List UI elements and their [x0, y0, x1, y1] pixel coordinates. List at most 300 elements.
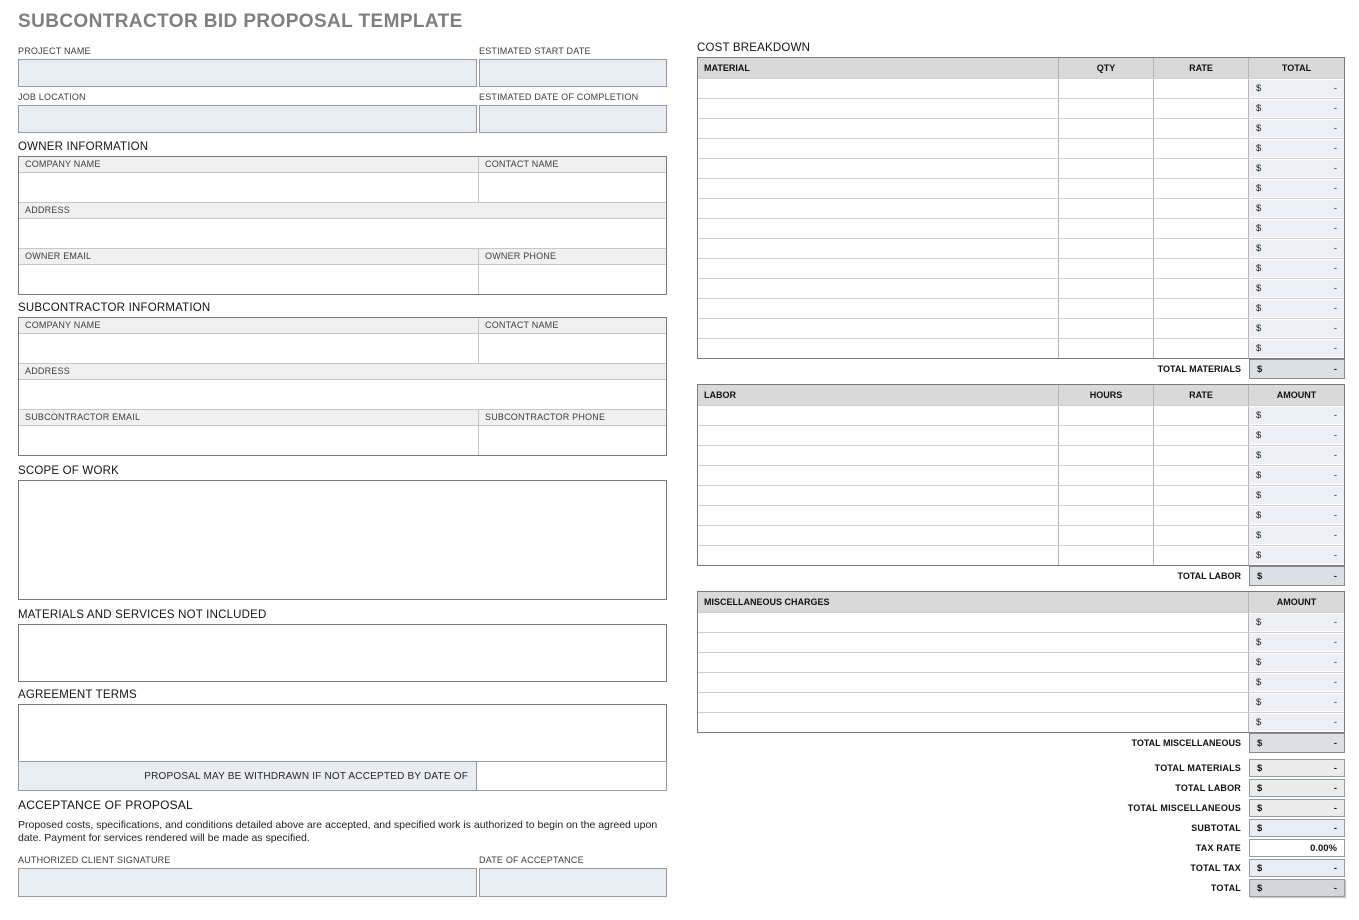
labor-table — [697, 384, 1345, 566]
materials-row-4-qty-input[interactable] — [1058, 139, 1153, 158]
location-row — [18, 92, 667, 133]
estimated-start-date-label: ESTIMATED START DATE — [479, 46, 591, 56]
currency-symbol: $ — [1256, 243, 1262, 254]
labor-row-4 — [698, 465, 1344, 485]
materials-row-12-description-input[interactable] — [698, 299, 1058, 318]
labor-row-2-rate-input[interactable] — [1153, 426, 1248, 445]
summary-label-total-labor: TOTAL LABOR — [1175, 783, 1241, 793]
currency-symbol: $ — [1256, 510, 1262, 521]
currency-symbol: $ — [1257, 363, 1263, 375]
labor-row-5 — [698, 485, 1344, 505]
estimated-completion-label: ESTIMATED DATE OF COMPLETION — [479, 92, 639, 102]
subcontractor-information-table — [18, 317, 667, 456]
currency-symbol: $ — [1256, 530, 1262, 541]
amount-value: - — [1333, 550, 1337, 561]
labor-row-6-rate-input[interactable] — [1153, 506, 1248, 525]
materials-row-10-qty-input[interactable] — [1058, 259, 1153, 278]
project-name-input[interactable] — [18, 59, 477, 87]
materials-column-header-total: TOTAL — [1248, 58, 1344, 78]
amount-value: - — [1333, 430, 1337, 441]
currency-symbol: $ — [1256, 143, 1262, 154]
materials-column-header-qty: QTY — [1058, 58, 1153, 78]
materials-row-9-amount-cell — [1248, 239, 1344, 258]
labor-row-7-hours-input[interactable] — [1058, 526, 1153, 545]
materials-row-6-description-input[interactable] — [698, 179, 1058, 198]
labor-row-1-description-input[interactable] — [698, 406, 1058, 425]
signature-labels-row — [18, 855, 667, 866]
withdrawal-label: PROPOSAL MAY BE WITHDRAWN IF NOT ACCEPTED BY DATE OF — [18, 761, 477, 791]
materials-row-12-rate-input[interactable] — [1153, 299, 1248, 318]
miscellaneous-row-4-description-input[interactable] — [698, 673, 1248, 692]
materials-row-13-rate-input[interactable] — [1153, 319, 1248, 338]
materials-row-4-amount-cell — [1248, 139, 1344, 158]
materials-row-6-rate-input[interactable] — [1153, 179, 1248, 198]
bid-form-column — [18, 0, 667, 897]
amount-value: - — [1333, 637, 1337, 648]
materials-row-7 — [698, 198, 1344, 218]
currency-symbol: $ — [1256, 103, 1262, 114]
authorized-client-signature-input[interactable] — [18, 868, 477, 897]
miscellaneous-row-4 — [698, 672, 1344, 692]
labor-row-3-hours-input[interactable] — [1058, 446, 1153, 465]
amount-value: - — [1333, 490, 1337, 501]
summary-label-total-miscellaneous: TOTAL MISCELLANEOUS — [1127, 803, 1241, 813]
summary-row-total-labor — [697, 778, 1345, 798]
materials-row-9-qty-input[interactable] — [1058, 239, 1153, 258]
amount-value: - — [1333, 103, 1337, 114]
amount-value: - — [1333, 617, 1337, 628]
currency-symbol: $ — [1256, 697, 1262, 708]
subcontractor-email-input[interactable] — [19, 426, 478, 455]
labor-total-label: TOTAL LABOR — [1177, 571, 1241, 581]
summary-row-subtotal — [697, 818, 1345, 838]
materials-row-10-description-input[interactable] — [698, 259, 1058, 278]
currency-symbol: $ — [1256, 717, 1262, 728]
amount-value: - — [1333, 697, 1337, 708]
currency-symbol: $ — [1256, 203, 1262, 214]
currency-symbol: $ — [1256, 223, 1262, 234]
materials-row-5 — [698, 158, 1344, 178]
owner-information-heading: OWNER INFORMATION — [18, 141, 149, 153]
amount-value: - — [1333, 323, 1337, 334]
materials-row-3-rate-input[interactable] — [1153, 119, 1248, 138]
summary-label-tax-rate: TAX RATE — [1195, 843, 1241, 853]
amount-value: - — [1333, 802, 1337, 814]
labor-row-3-rate-input[interactable] — [1153, 446, 1248, 465]
amount-value: - — [1333, 183, 1337, 194]
subcontractor-address-label: ADDRESS — [25, 366, 70, 376]
miscellaneous-row-3-description-input[interactable] — [698, 653, 1248, 672]
materials-row-12 — [698, 298, 1344, 318]
acceptance-heading: ACCEPTANCE OF PROPOSAL — [18, 798, 193, 812]
labor-row-7-rate-input[interactable] — [1153, 526, 1248, 545]
amount-value: - — [1333, 83, 1337, 94]
miscellaneous-row-5 — [698, 692, 1344, 712]
labor-row-5-description-input[interactable] — [698, 486, 1058, 505]
summary-row-tax-rate — [697, 838, 1345, 858]
materials-row-1-amount-cell — [1248, 79, 1344, 98]
summary-row-total-materials — [697, 758, 1345, 778]
currency-symbol: $ — [1257, 762, 1263, 774]
labor-row-2-amount-cell — [1248, 426, 1344, 445]
currency-symbol: $ — [1256, 83, 1262, 94]
materials-row-8-description-input[interactable] — [698, 219, 1058, 238]
authorized-client-signature-label: AUTHORIZED CLIENT SIGNATURE — [18, 855, 171, 865]
currency-symbol: $ — [1257, 782, 1263, 794]
subcontractor-email-label: SUBCONTRACTOR EMAIL — [25, 412, 141, 422]
labor-row-2 — [698, 425, 1344, 445]
materials-column-header-rate: RATE — [1153, 58, 1248, 78]
materials-row-2-qty-input[interactable] — [1058, 99, 1153, 118]
materials-row-4-description-input[interactable] — [698, 139, 1058, 158]
miscellaneous-row-6 — [698, 712, 1344, 732]
materials-section — [697, 57, 1345, 379]
labor-row-2-description-input[interactable] — [698, 426, 1058, 445]
materials-row-13-qty-input[interactable] — [1058, 319, 1153, 338]
miscellaneous-row-6-description-input[interactable] — [698, 713, 1248, 732]
materials-row-5-rate-input[interactable] — [1153, 159, 1248, 178]
amount-value: - — [1333, 717, 1337, 728]
labor-row-8-amount-cell — [1248, 546, 1344, 565]
labor-column-header-hours: HOURS — [1058, 385, 1153, 405]
labor-row-1-amount-cell — [1248, 406, 1344, 425]
labor-row-2-hours-input[interactable] — [1058, 426, 1153, 445]
job-location-input[interactable] — [18, 105, 477, 133]
materials-table — [697, 57, 1345, 359]
materials-row-8-rate-input[interactable] — [1153, 219, 1248, 238]
miscellaneous-row-1-amount-cell — [1248, 613, 1344, 632]
labor-row-4-amount-cell — [1248, 466, 1344, 485]
summary-label-total-materials: TOTAL MATERIALS — [1154, 763, 1241, 773]
amount-value: - — [1333, 263, 1337, 274]
subcontractor-phone-label: SUBCONTRACTOR PHONE — [478, 410, 666, 425]
materials-row-7-amount-cell — [1248, 199, 1344, 218]
materials-row-13 — [698, 318, 1344, 338]
labor-row-4-hours-input[interactable] — [1058, 466, 1153, 485]
materials-total-row — [697, 359, 1345, 379]
materials-row-1-qty-input[interactable] — [1058, 79, 1153, 98]
subcontractor-contact-name-input[interactable] — [478, 334, 666, 363]
materials-row-11-amount-cell — [1248, 279, 1344, 298]
materials-row-8 — [698, 218, 1344, 238]
currency-symbol: $ — [1256, 123, 1262, 134]
labor-row-3-description-input[interactable] — [698, 446, 1058, 465]
estimated-completion-input[interactable] — [479, 105, 667, 133]
materials-not-included-input[interactable] — [18, 624, 667, 682]
materials-row-11-description-input[interactable] — [698, 279, 1058, 298]
amount-value: - — [1333, 410, 1337, 421]
currency-symbol: $ — [1256, 657, 1262, 668]
currency-symbol: $ — [1257, 882, 1263, 894]
currency-symbol: $ — [1256, 490, 1262, 501]
materials-row-1 — [698, 78, 1344, 98]
labor-row-6-amount-cell — [1248, 506, 1344, 525]
materials-row-14-qty-input[interactable] — [1058, 339, 1153, 358]
summary-row-total-tax — [697, 858, 1345, 878]
materials-column-header-material: MATERIAL — [704, 63, 750, 73]
amount-value: - — [1333, 530, 1337, 541]
amount-value: - — [1333, 143, 1337, 154]
materials-row-9 — [698, 238, 1344, 258]
labor-row-6-hours-input[interactable] — [1058, 506, 1153, 525]
materials-row-11-qty-input[interactable] — [1058, 279, 1153, 298]
miscellaneous-total-amount-cell — [1249, 733, 1345, 753]
materials-row-1-rate-input[interactable] — [1153, 79, 1248, 98]
owner-company-name-input[interactable] — [19, 173, 478, 202]
labor-row-3 — [698, 445, 1344, 465]
labor-total-amount-cell — [1249, 566, 1345, 586]
labor-section — [697, 384, 1345, 586]
currency-symbol: $ — [1257, 822, 1263, 834]
materials-row-14-description-input[interactable] — [698, 339, 1058, 358]
amount-value: - — [1333, 243, 1337, 254]
project-row — [18, 46, 667, 87]
currency-symbol: $ — [1256, 450, 1262, 461]
miscellaneous-row-4-amount-cell — [1248, 673, 1344, 692]
amount-value: - — [1333, 762, 1337, 774]
subcontractor-company-name-input[interactable] — [19, 334, 478, 363]
owner-address-label: ADDRESS — [25, 205, 70, 215]
materials-row-14 — [698, 338, 1344, 358]
miscellaneous-row-5-description-input[interactable] — [698, 693, 1248, 712]
materials-row-7-rate-input[interactable] — [1153, 199, 1248, 218]
materials-row-13-description-input[interactable] — [698, 319, 1058, 338]
materials-row-5-description-input[interactable] — [698, 159, 1058, 178]
agreement-terms-heading: AGREEMENT TERMS — [18, 689, 137, 701]
materials-row-6-amount-cell — [1248, 179, 1344, 198]
materials-row-4 — [698, 138, 1344, 158]
amount-value: - — [1333, 657, 1337, 668]
currency-symbol: $ — [1256, 470, 1262, 481]
miscellaneous-table — [697, 591, 1345, 733]
summary-row-total — [697, 878, 1345, 898]
owner-contact-name-label: CONTACT NAME — [478, 157, 666, 172]
materials-row-3 — [698, 118, 1344, 138]
summary-value-total-labor — [1249, 779, 1345, 797]
materials-row-9-description-input[interactable] — [698, 239, 1058, 258]
currency-symbol: $ — [1256, 183, 1262, 194]
amount-value: - — [1333, 882, 1337, 894]
materials-row-2 — [698, 98, 1344, 118]
materials-row-5-amount-cell — [1248, 159, 1344, 178]
labor-row-6-description-input[interactable] — [698, 506, 1058, 525]
amount-value: - — [1333, 570, 1337, 582]
currency-symbol: $ — [1257, 570, 1263, 582]
miscellaneous-row-2 — [698, 632, 1344, 652]
materials-row-9-rate-input[interactable] — [1153, 239, 1248, 258]
signature-inputs-row — [18, 868, 667, 897]
amount-value: - — [1333, 223, 1337, 234]
labor-total-row — [697, 566, 1345, 586]
subcontractor-company-name-label: COMPANY NAME — [25, 320, 101, 330]
materials-row-7-qty-input[interactable] — [1058, 199, 1153, 218]
summary-value-total-tax — [1249, 859, 1345, 877]
materials-row-10 — [698, 258, 1344, 278]
cost-breakdown-column — [697, 0, 1345, 898]
labor-row-5-amount-cell — [1248, 486, 1344, 505]
summary-value-total-miscellaneous — [1249, 799, 1345, 817]
materials-row-2-rate-input[interactable] — [1153, 99, 1248, 118]
amount-value: - — [1333, 782, 1337, 794]
tax-rate-value: 0.00% — [1310, 842, 1337, 854]
owner-email-input[interactable] — [19, 265, 478, 294]
materials-row-14-amount-cell — [1248, 339, 1344, 358]
materials-row-3-qty-input[interactable] — [1058, 119, 1153, 138]
currency-symbol: $ — [1256, 410, 1262, 421]
amount-value: - — [1333, 450, 1337, 461]
currency-symbol: $ — [1256, 283, 1262, 294]
materials-row-3-amount-cell — [1248, 119, 1344, 138]
summary-section — [697, 758, 1345, 898]
scope-of-work-input[interactable] — [18, 480, 667, 600]
materials-row-4-rate-input[interactable] — [1153, 139, 1248, 158]
labor-row-4-description-input[interactable] — [698, 466, 1058, 485]
miscellaneous-column-header-miscellaneous-charges: MISCELLANEOUS CHARGES — [704, 597, 830, 607]
owner-phone-input[interactable] — [478, 265, 666, 294]
labor-row-4-rate-input[interactable] — [1153, 466, 1248, 485]
labor-column-header-amount: AMOUNT — [1248, 385, 1344, 405]
amount-value: - — [1333, 123, 1337, 134]
job-location-label: JOB LOCATION — [18, 92, 86, 102]
materials-row-2-amount-cell — [1248, 99, 1344, 118]
miscellaneous-row-3-amount-cell — [1248, 653, 1344, 672]
labor-column-header-rate: RATE — [1153, 385, 1248, 405]
amount-value: - — [1333, 363, 1337, 375]
owner-contact-name-input[interactable] — [478, 173, 666, 202]
materials-row-11-rate-input[interactable] — [1153, 279, 1248, 298]
labor-row-1-hours-input[interactable] — [1058, 406, 1153, 425]
miscellaneous-row-6-amount-cell — [1248, 713, 1344, 732]
miscellaneous-row-1 — [698, 612, 1344, 632]
amount-value: - — [1333, 862, 1337, 874]
withdrawal-date-input[interactable] — [477, 761, 667, 791]
summary-value-tax-rate[interactable] — [1249, 839, 1345, 857]
labor-row-8-description-input[interactable] — [698, 546, 1058, 565]
labor-row-8 — [698, 545, 1344, 565]
materials-not-included-heading: MATERIALS AND SERVICES NOT INCLUDED — [18, 609, 267, 621]
materials-row-12-qty-input[interactable] — [1058, 299, 1153, 318]
amount-value: - — [1333, 203, 1337, 214]
labor-row-5-hours-input[interactable] — [1058, 486, 1153, 505]
labor-row-8-rate-input[interactable] — [1153, 546, 1248, 565]
materials-row-1-description-input[interactable] — [698, 79, 1058, 98]
miscellaneous-header-row — [698, 592, 1344, 612]
subcontractor-address-input[interactable] — [19, 380, 666, 409]
amount-value: - — [1333, 677, 1337, 688]
materials-row-11 — [698, 278, 1344, 298]
labor-column-header-labor: LABOR — [704, 390, 736, 400]
materials-total-label: TOTAL MATERIALS — [1157, 364, 1241, 374]
acceptance-body: Proposed costs, specifications, and conditions detailed above are accepted, and specified work is authorized to begin on the agreed upon date. Payment for services rendered will be made as specified. — [18, 819, 658, 844]
summary-label-total-tax: TOTAL TAX — [1190, 863, 1241, 873]
materials-total-amount-cell — [1249, 359, 1345, 379]
labor-row-8-hours-input[interactable] — [1058, 546, 1153, 565]
materials-row-3-description-input[interactable] — [698, 119, 1058, 138]
materials-row-14-rate-input[interactable] — [1153, 339, 1248, 358]
materials-row-7-description-input[interactable] — [698, 199, 1058, 218]
currency-symbol: $ — [1256, 343, 1262, 354]
miscellaneous-row-1-description-input[interactable] — [698, 613, 1248, 632]
date-of-acceptance-label: DATE OF ACCEPTANCE — [479, 855, 584, 865]
materials-row-12-amount-cell — [1248, 299, 1344, 318]
currency-symbol: $ — [1257, 802, 1263, 814]
summary-value-total-materials — [1249, 759, 1345, 777]
materials-row-10-rate-input[interactable] — [1153, 259, 1248, 278]
currency-symbol: $ — [1257, 737, 1263, 749]
materials-row-2-description-input[interactable] — [698, 99, 1058, 118]
labor-row-1-rate-input[interactable] — [1153, 406, 1248, 425]
amount-value: - — [1333, 303, 1337, 314]
miscellaneous-row-5-amount-cell — [1248, 693, 1344, 712]
amount-value: - — [1333, 343, 1337, 354]
estimated-start-date-input[interactable] — [479, 59, 667, 87]
miscellaneous-total-label: TOTAL MISCELLANEOUS — [1131, 738, 1241, 748]
miscellaneous-column-header-amount: AMOUNT — [1248, 592, 1344, 612]
miscellaneous-row-2-description-input[interactable] — [698, 633, 1248, 652]
miscellaneous-row-3 — [698, 652, 1344, 672]
amount-value: - — [1333, 510, 1337, 521]
amount-value: - — [1333, 470, 1337, 481]
subcontractor-phone-input[interactable] — [478, 426, 666, 455]
labor-row-7-description-input[interactable] — [698, 526, 1058, 545]
amount-value: - — [1333, 822, 1337, 834]
currency-symbol: $ — [1256, 677, 1262, 688]
materials-row-6 — [698, 178, 1344, 198]
labor-row-1 — [698, 405, 1344, 425]
summary-label-subtotal: SUBTOTAL — [1191, 823, 1241, 833]
owner-phone-label: OWNER PHONE — [478, 249, 666, 264]
owner-address-input[interactable] — [19, 219, 666, 248]
agreement-terms-input[interactable] — [18, 704, 667, 762]
materials-row-13-amount-cell — [1248, 319, 1344, 338]
materials-row-5-qty-input[interactable] — [1058, 159, 1153, 178]
currency-symbol: $ — [1256, 323, 1262, 334]
currency-symbol: $ — [1257, 862, 1263, 874]
currency-symbol: $ — [1256, 430, 1262, 441]
currency-symbol: $ — [1256, 163, 1262, 174]
page-title: SUBCONTRACTOR BID PROPOSAL TEMPLATE — [18, 11, 463, 32]
project-name-label: PROJECT NAME — [18, 46, 91, 56]
owner-email-label: OWNER EMAIL — [25, 251, 92, 261]
scope-of-work-heading: SCOPE OF WORK — [18, 465, 119, 477]
labor-row-5-rate-input[interactable] — [1153, 486, 1248, 505]
withdrawal-row — [18, 761, 667, 791]
subcontractor-contact-name-label: CONTACT NAME — [478, 318, 666, 333]
cost-breakdown-heading: COST BREAKDOWN — [697, 42, 811, 54]
materials-row-8-amount-cell — [1248, 219, 1344, 238]
labor-row-3-amount-cell — [1248, 446, 1344, 465]
labor-header-row — [698, 385, 1344, 405]
miscellaneous-total-row — [697, 733, 1345, 753]
date-of-acceptance-input[interactable] — [479, 868, 667, 897]
miscellaneous-row-2-amount-cell — [1248, 633, 1344, 652]
materials-header-row — [698, 58, 1344, 78]
materials-row-8-qty-input[interactable] — [1058, 219, 1153, 238]
summary-row-total-miscellaneous — [697, 798, 1345, 818]
amount-value: - — [1333, 737, 1337, 749]
currency-symbol: $ — [1256, 550, 1262, 561]
summary-value-subtotal — [1249, 819, 1345, 837]
labor-row-7-amount-cell — [1248, 526, 1344, 545]
currency-symbol: $ — [1256, 637, 1262, 648]
materials-row-6-qty-input[interactable] — [1058, 179, 1153, 198]
owner-information-table — [18, 156, 667, 295]
currency-symbol: $ — [1256, 617, 1262, 628]
summary-value-total — [1249, 879, 1345, 897]
materials-row-10-amount-cell — [1248, 259, 1344, 278]
owner-company-name-label: COMPANY NAME — [25, 159, 101, 169]
miscellaneous-section — [697, 591, 1345, 753]
